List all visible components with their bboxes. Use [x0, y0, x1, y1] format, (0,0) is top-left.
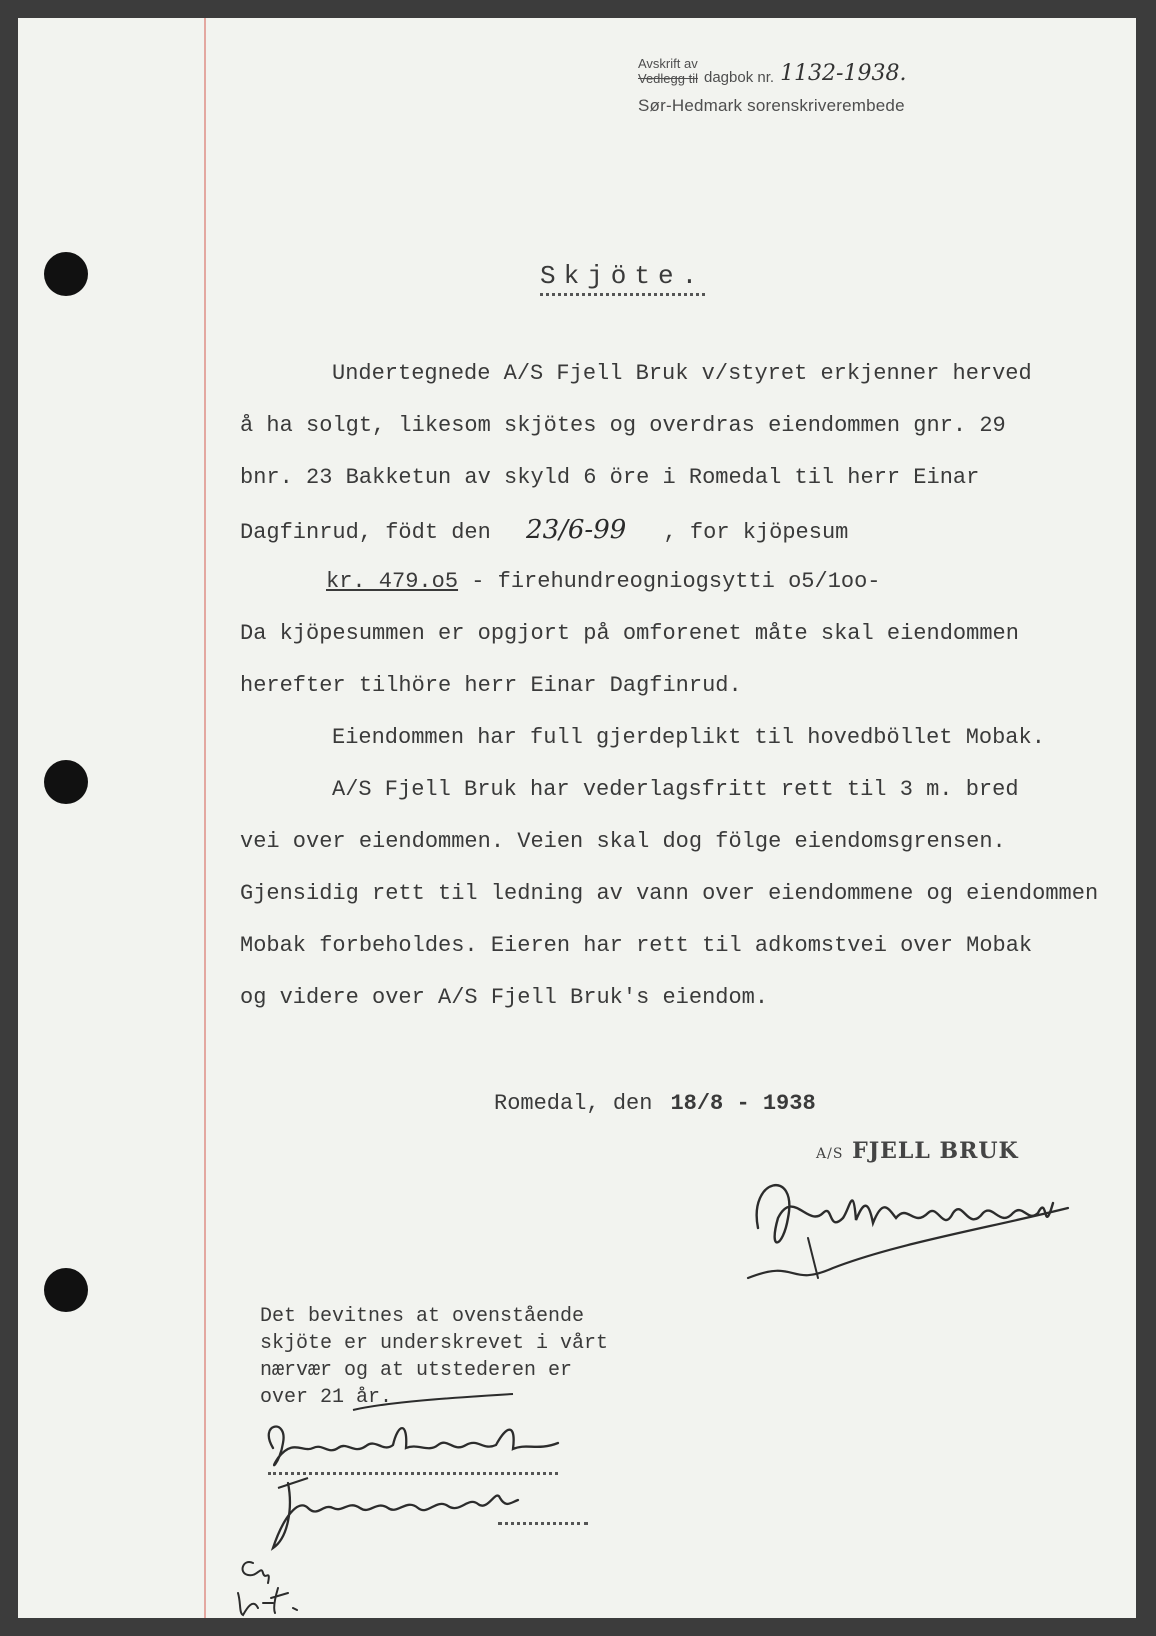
margin-rule — [204, 18, 206, 1618]
document-title: Skjöte. — [540, 261, 705, 296]
underline-stroke — [348, 1390, 518, 1414]
punch-hole — [44, 252, 88, 296]
body-line: Gjensidig rett til ledning av vann over eiendommene og eiendommen — [240, 881, 1099, 906]
body-line: herefter tilhöre herr Einar Dagfinrud. — [240, 673, 742, 698]
stamp-prefix: A/S — [816, 1146, 844, 1162]
purchase-amount: kr. 479.o5 — [326, 569, 459, 594]
body-line — [240, 556, 1130, 608]
company-signature-image — [738, 1158, 1108, 1308]
body-line: og videre over A/S Fjell Bruk's eiendom. — [240, 985, 769, 1010]
body-line: å ha solgt, likesom skjötes og overdras eiendommen gnr. 29 — [240, 413, 1006, 438]
body-text: , for kjöpesum — [663, 520, 849, 545]
witness-line-2 — [498, 1520, 588, 1525]
body-line: bnr. 23 Bakketun av skyld 6 öre i Romedal til herr Einar — [240, 465, 980, 490]
dagbok-label: dagbok nr. — [704, 69, 775, 86]
body-line: Da kjöpesummen er opgjort på omforenet måte skal eiendommen — [240, 621, 1019, 646]
body-text: A/S Fjell Bruk har vederlagsfritt rett til — [332, 777, 887, 802]
office-name: Sør-Hedmark sorenskriverembede — [638, 96, 905, 115]
copy-label: Avskrift av — [638, 56, 698, 71]
road-width: 3 — [899, 777, 913, 802]
body-text: Dagfinrud, födt den — [240, 520, 491, 545]
body-line — [240, 504, 1130, 556]
dagbok-number: 1132-1938. — [780, 61, 907, 86]
struck-label: Vedlegg til — [638, 71, 698, 86]
registry-header — [638, 56, 906, 116]
body-line: Eiendommen har full gjerdeplikt til hovedböllet Mobak. — [332, 725, 1045, 750]
attestation-line: over 21 år. — [260, 1386, 393, 1409]
witness-signature-2-image — [268, 1468, 548, 1558]
signing-date: 18/8 - 1938 — [670, 1091, 816, 1116]
punch-hole — [44, 760, 88, 804]
stamp-name: FJELL BRUK — [852, 1138, 1019, 1164]
attestation-line: Det bevitnes at ovenstående — [260, 1305, 585, 1328]
deed-body — [240, 348, 1130, 1024]
attestation-line: nærvær og at utstederen er — [260, 1359, 573, 1382]
amount-in-words: - firehundreogniogsytti o5/1oo- — [471, 569, 881, 594]
attestation-line: skjöte er underskrevet i vårt — [260, 1332, 609, 1355]
place-date — [494, 1091, 816, 1116]
body-line: Mobak forbeholdes. Eieren har rett til adkomstvei over Mobak — [240, 933, 1033, 958]
punch-hole — [44, 1268, 88, 1312]
body-line: Undertegnede A/S Fjell Bruk v/styret erkjenner herved — [332, 361, 1032, 386]
document-page — [18, 18, 1136, 1618]
initials-image — [233, 1553, 323, 1618]
place: Romedal, den — [494, 1091, 653, 1116]
birth-date-handwritten: 23/6-99 — [526, 515, 627, 545]
body-line — [240, 764, 1130, 816]
body-text: m. bred — [926, 777, 1019, 802]
body-line: vei over eiendommen. Veien skal dog fölge eiendomsgrensen. — [240, 829, 1006, 854]
